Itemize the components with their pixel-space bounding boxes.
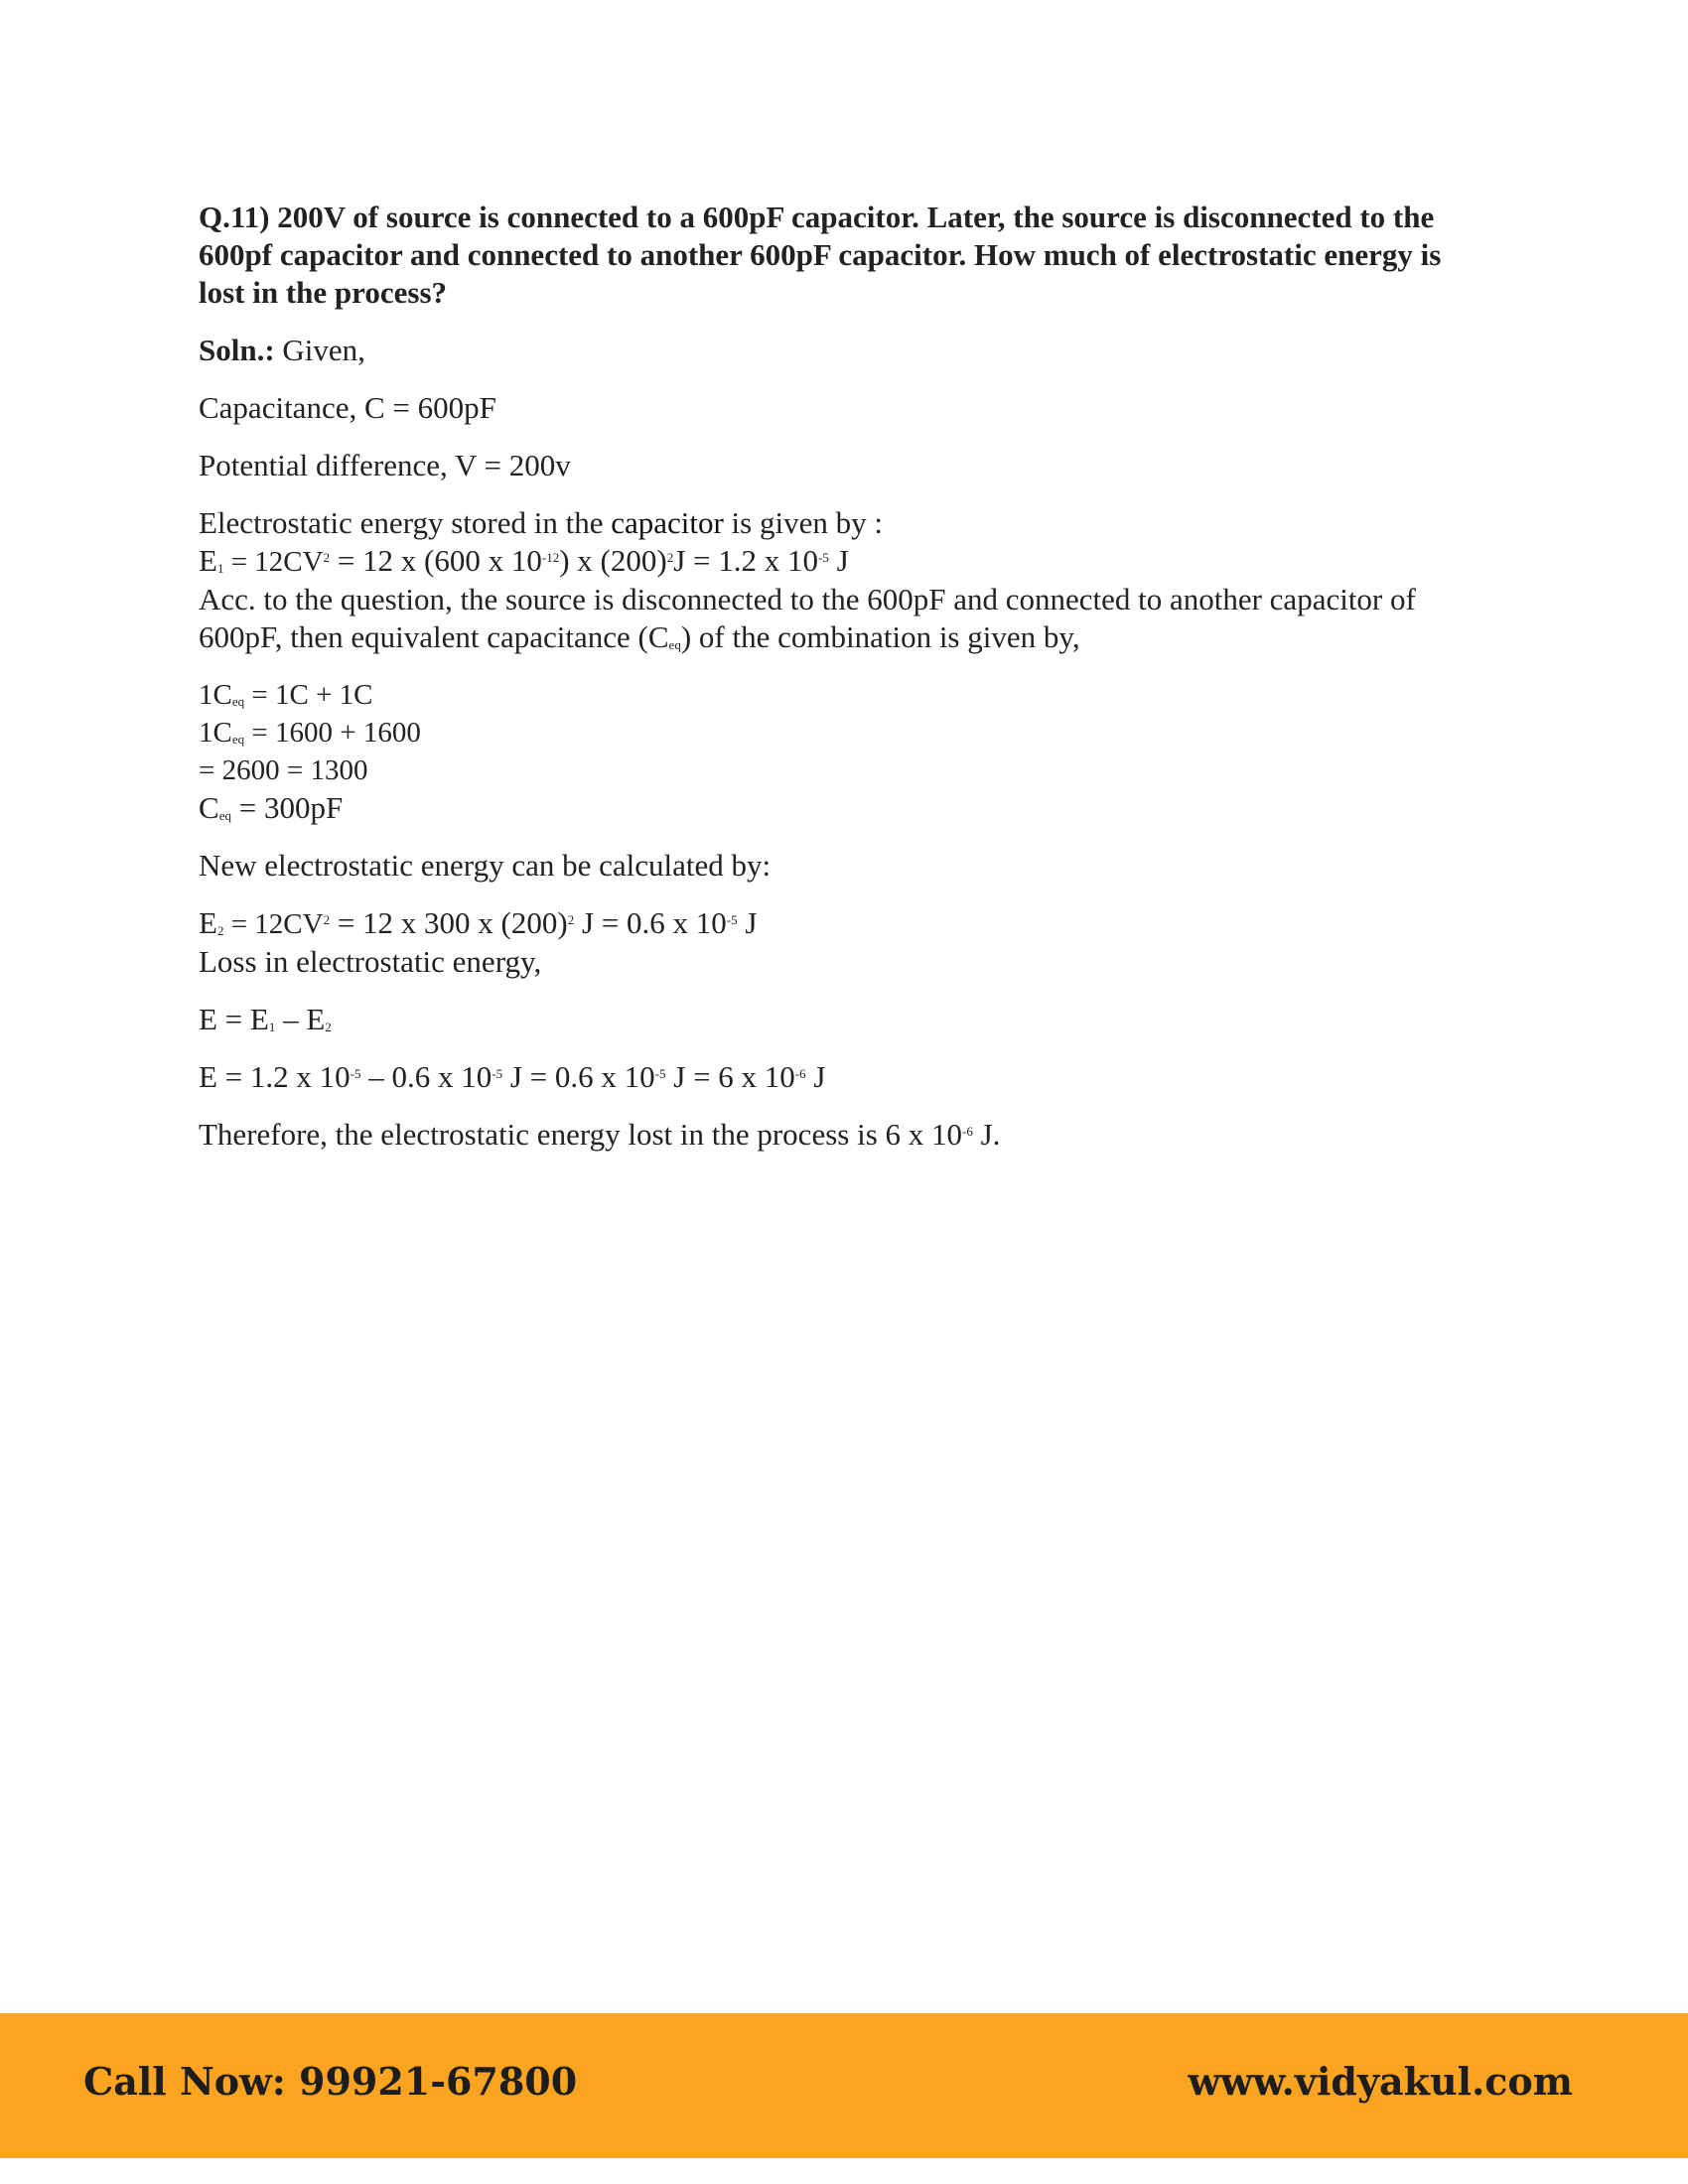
question-text — [199, 199, 1489, 312]
question-label: Q.11) — [199, 200, 270, 234]
ceq-line-1 — [199, 676, 1489, 714]
e1-part: = 12CV — [223, 546, 324, 578]
footer-banner — [0, 2013, 1688, 2158]
energy-intro-text: Electrostatic energy stored in the — [199, 505, 612, 540]
e1-part: = 12 x (600 x 10 — [330, 543, 542, 578]
ediff-part: – E — [275, 1002, 326, 1036]
ceq-part: = 1C + 1C — [244, 679, 373, 711]
ceq-part: 1C — [199, 679, 232, 711]
ecalc-part: J = 0.6 x 10 — [502, 1059, 655, 1094]
ecalc-part: J = 6 x 10 — [665, 1059, 795, 1094]
equation-e2 — [199, 904, 1489, 943]
e1-part: E — [199, 543, 217, 578]
ceq-sub: eq — [218, 808, 231, 823]
ceq-sub: eq — [231, 694, 245, 709]
ecalc-sup: -6 — [794, 1066, 806, 1081]
e2-sup: 2 — [567, 912, 575, 927]
energy-difference — [199, 1001, 1489, 1038]
ecalc-part: E = 1.2 x 10 — [199, 1059, 351, 1094]
e1-sup: 2 — [666, 550, 674, 565]
e2-sup: -5 — [726, 912, 738, 927]
e2-part: J = 0.6 x 10 — [574, 905, 727, 940]
e1-sup: -12 — [541, 550, 560, 565]
conclusion-sup: -6 — [962, 1124, 973, 1139]
e1-sup: -5 — [818, 550, 829, 565]
given-capacitance: Capacitance, C = 600pF — [199, 390, 496, 425]
energy-intro-tail: is given by : — [723, 505, 883, 540]
solution-heading — [199, 332, 1489, 369]
ediff-sub: 2 — [325, 1020, 332, 1034]
e2-part: = 12CV — [223, 908, 324, 940]
solution-label: Soln.: — [199, 333, 275, 367]
new-energy-intro: New electrostatic energy can be calculated by: — [199, 848, 772, 883]
website-link[interactable]: www.vidyakul.com — [1188, 2059, 1573, 2104]
energy-e2-block — [199, 904, 1489, 981]
e1-part: J = 1.2 x 10 — [673, 543, 819, 578]
acc-tail: ) of the combination is given by, — [680, 619, 1080, 654]
capacitor-word: capacitor — [611, 505, 724, 540]
energy-calculation — [199, 1058, 1489, 1096]
e1-sup: 2 — [323, 550, 331, 565]
loss-text: Loss in electrostatic energy, — [199, 944, 542, 979]
ecalc-part: J — [805, 1059, 826, 1094]
conclusion-text: Therefore, the electrostatic energy lost in the process is 6 x 10 — [199, 1117, 963, 1152]
equation-e1 — [199, 542, 1489, 581]
ediff-part: E = E — [199, 1002, 269, 1036]
given-potential: Potential difference, V = 200v — [199, 448, 571, 482]
acc-sub: eq — [668, 637, 681, 652]
ecalc-sup: -5 — [492, 1066, 503, 1081]
ecalc-part: – 0.6 x 10 — [360, 1059, 492, 1094]
acc-question-text — [199, 582, 1416, 654]
ceq-line-4 — [199, 789, 1489, 827]
question-body: 200V of source is connected to a 600pF capacitor. Later, the source is disconnected to the 600pf capacitor and connected to another 600pF capacitor. How much of electrostatic energy is lost in the process? — [199, 200, 1442, 310]
e2-part: J — [737, 905, 758, 940]
ceq-line-2 — [199, 714, 1489, 751]
e1-part: ) x (200) — [559, 543, 667, 578]
call-now-text[interactable]: Call Now: 99921-67800 — [83, 2059, 578, 2104]
acc-text: Acc. to the question, the source is disconnected to the 600pF and connected to another capacitor of 600pF, then equivalent capacitance (C — [199, 582, 1416, 654]
conclusion-tail: J. — [972, 1117, 1001, 1152]
ecalc-sup: -5 — [350, 1066, 361, 1081]
document-body — [199, 199, 1489, 1173]
ceq-part: = 1600 + 1600 — [244, 717, 421, 749]
e2-sup: 2 — [323, 912, 331, 927]
ecalc-sup: -5 — [654, 1066, 666, 1081]
ceq-part: C — [199, 790, 219, 825]
e1-part: J — [828, 543, 849, 578]
e2-part: = 12 x 300 x (200) — [330, 905, 568, 940]
e2-part: E — [199, 905, 217, 940]
e2-sub: 2 — [216, 923, 224, 938]
equivalent-capacitance-calc — [199, 676, 1489, 827]
ceq-sub: eq — [231, 732, 245, 747]
ceq-line-3: = 2600 = 1300 — [199, 754, 368, 786]
conclusion — [199, 1116, 1489, 1154]
ceq-part: = 300pF — [230, 790, 344, 825]
ediff-sub: 1 — [268, 1020, 276, 1034]
energy-derivation — [199, 504, 1489, 656]
e1-sub: 1 — [216, 561, 224, 576]
ceq-part: 1C — [199, 717, 232, 749]
solution-given: Given, — [274, 333, 365, 367]
energy-intro — [199, 504, 1489, 542]
